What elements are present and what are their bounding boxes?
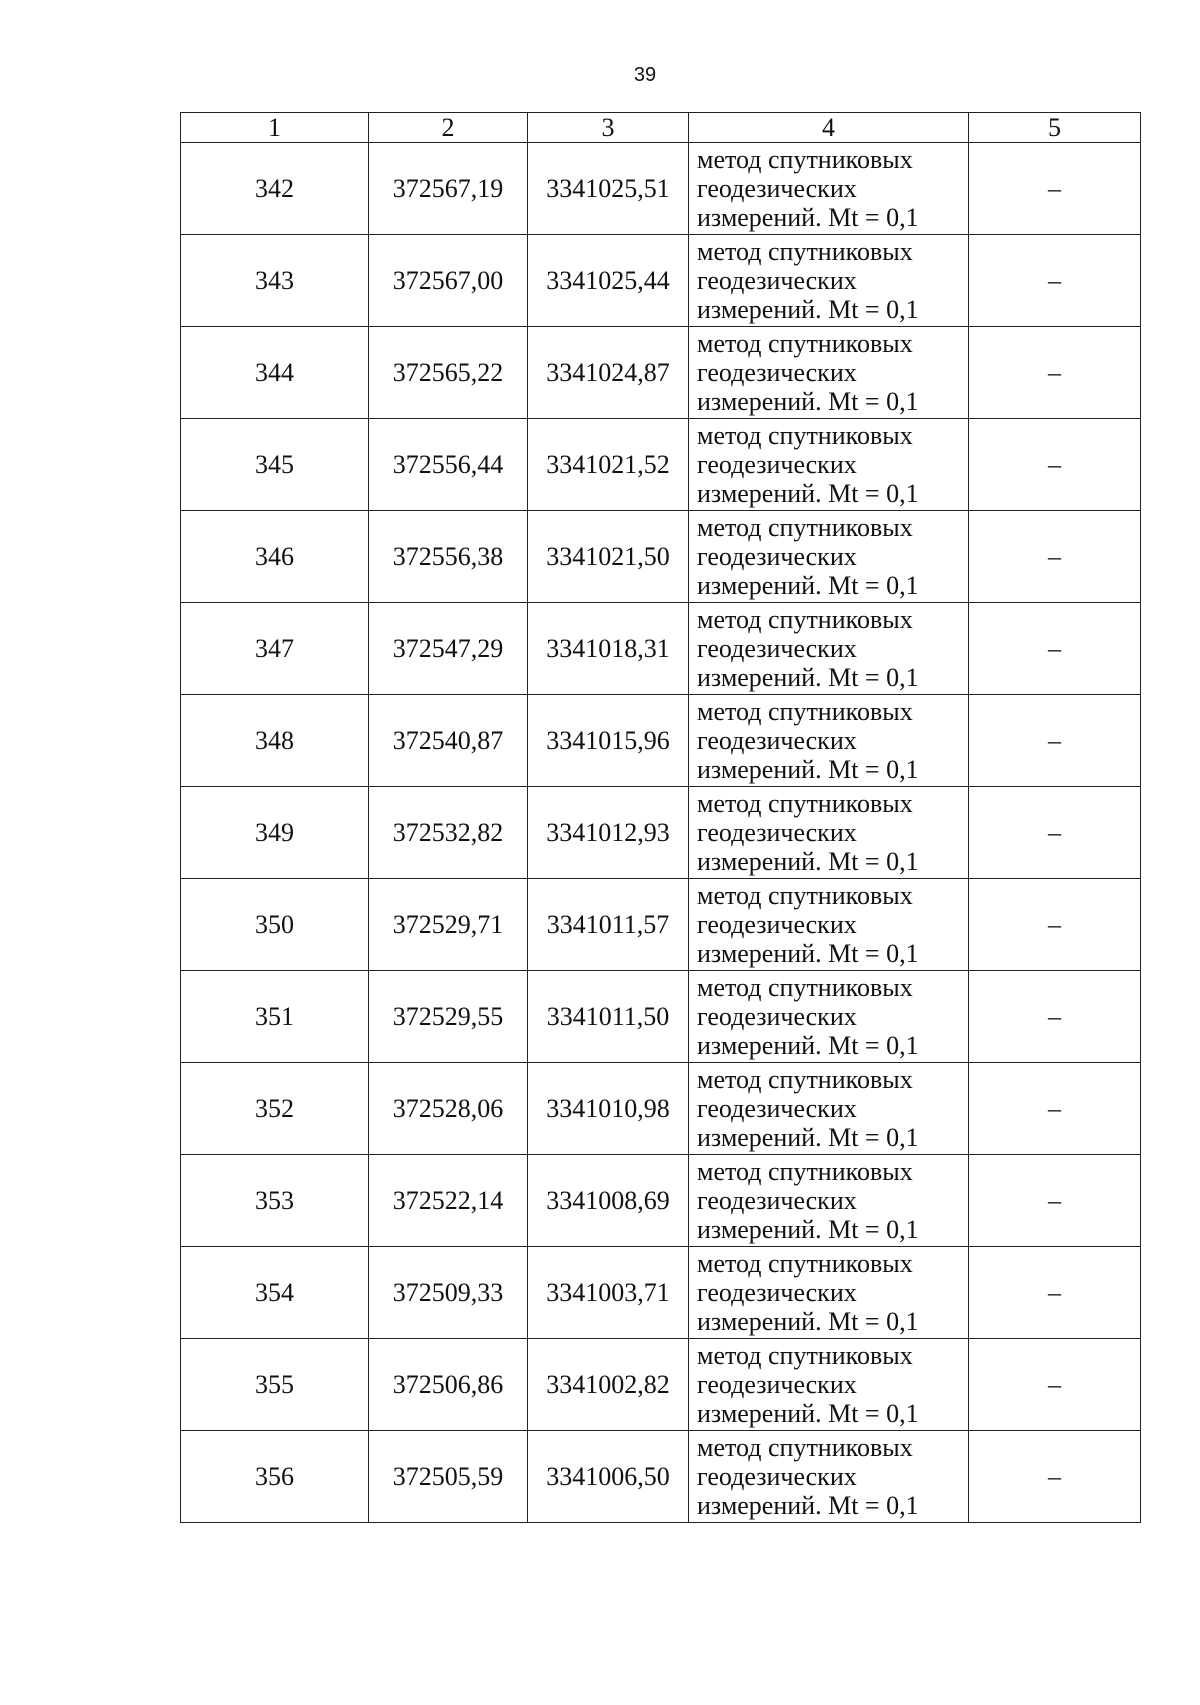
method-line: геодезических xyxy=(697,450,857,479)
column-header-4: 4 xyxy=(689,113,969,143)
point-number-cell: 352 xyxy=(181,1063,369,1155)
table-row xyxy=(181,787,1141,879)
method-line: измерений. Mt = 0,1 xyxy=(697,295,919,324)
x-coordinate-cell: 372529,71 xyxy=(369,879,528,971)
method-line: геодезических xyxy=(697,542,857,571)
method-line: геодезических xyxy=(697,726,857,755)
method-line: метод спутниковых xyxy=(697,329,913,358)
x-coordinate-cell: 372565,22 xyxy=(369,327,528,419)
method-cell xyxy=(689,1247,969,1339)
table-row xyxy=(181,879,1141,971)
method-line: геодезических xyxy=(697,358,857,387)
x-coordinate-cell: 372529,55 xyxy=(369,971,528,1063)
method-line: метод спутниковых xyxy=(697,513,913,542)
method-cell xyxy=(689,879,969,971)
method-line: геодезических xyxy=(697,634,857,663)
note-cell: – xyxy=(969,1431,1141,1523)
x-coordinate-cell: 372556,44 xyxy=(369,419,528,511)
method-line: измерений. Mt = 0,1 xyxy=(697,847,919,876)
method-cell xyxy=(689,787,969,879)
note-cell: – xyxy=(969,879,1141,971)
note-cell: – xyxy=(969,695,1141,787)
method-line: измерений. Mt = 0,1 xyxy=(697,755,919,784)
point-number-cell: 350 xyxy=(181,879,369,971)
method-line: метод спутниковых xyxy=(697,1157,913,1186)
method-cell xyxy=(689,971,969,1063)
method-line: геодезических xyxy=(697,1002,857,1031)
y-coordinate-cell: 3341024,87 xyxy=(528,327,689,419)
point-number-cell: 344 xyxy=(181,327,369,419)
table-row xyxy=(181,1063,1141,1155)
y-coordinate-cell: 3341015,96 xyxy=(528,695,689,787)
column-header-3: 3 xyxy=(528,113,689,143)
method-line: метод спутниковых xyxy=(697,789,913,818)
method-line: метод спутниковых xyxy=(697,145,913,174)
table-row xyxy=(181,143,1141,235)
table-row xyxy=(181,235,1141,327)
table-row xyxy=(181,1431,1141,1523)
point-number-cell: 347 xyxy=(181,603,369,695)
point-number-cell: 343 xyxy=(181,235,369,327)
method-cell xyxy=(689,511,969,603)
note-cell: – xyxy=(969,1247,1141,1339)
method-line: измерений. Mt = 0,1 xyxy=(697,203,919,232)
method-line: метод спутниковых xyxy=(697,1065,913,1094)
method-cell xyxy=(689,327,969,419)
x-coordinate-cell: 372528,06 xyxy=(369,1063,528,1155)
y-coordinate-cell: 3341011,57 xyxy=(528,879,689,971)
method-cell xyxy=(689,1155,969,1247)
table-row xyxy=(181,695,1141,787)
table-body xyxy=(181,143,1141,1523)
method-line: геодезических xyxy=(697,910,857,939)
method-line: геодезических xyxy=(697,174,857,203)
point-number-cell: 355 xyxy=(181,1339,369,1431)
method-line: измерений. Mt = 0,1 xyxy=(697,1215,919,1244)
method-line: геодезических xyxy=(697,1462,857,1491)
y-coordinate-cell: 3341010,98 xyxy=(528,1063,689,1155)
y-coordinate-cell: 3341003,71 xyxy=(528,1247,689,1339)
method-line: метод спутниковых xyxy=(697,605,913,634)
method-line: геодезических xyxy=(697,1278,857,1307)
point-number-cell: 351 xyxy=(181,971,369,1063)
page-number: 39 xyxy=(633,64,657,86)
point-number-cell: 345 xyxy=(181,419,369,511)
note-cell: – xyxy=(969,787,1141,879)
method-cell xyxy=(689,235,969,327)
x-coordinate-cell: 372522,14 xyxy=(369,1155,528,1247)
method-cell xyxy=(689,1431,969,1523)
method-line: измерений. Mt = 0,1 xyxy=(697,1491,919,1520)
y-coordinate-cell: 3341011,50 xyxy=(528,971,689,1063)
y-coordinate-cell: 3341021,50 xyxy=(528,511,689,603)
y-coordinate-cell: 3341025,44 xyxy=(528,235,689,327)
note-cell: – xyxy=(969,327,1141,419)
table-row xyxy=(181,1155,1141,1247)
table-row xyxy=(181,603,1141,695)
table-row xyxy=(181,1247,1141,1339)
method-line: измерений. Mt = 0,1 xyxy=(697,1123,919,1152)
method-line: метод спутниковых xyxy=(697,881,913,910)
x-coordinate-cell: 372506,86 xyxy=(369,1339,528,1431)
method-cell xyxy=(689,419,969,511)
coordinates-table xyxy=(180,112,1141,1523)
method-line: метод спутниковых xyxy=(697,697,913,726)
point-number-cell: 354 xyxy=(181,1247,369,1339)
header-row xyxy=(181,113,1141,143)
method-line: геодезических xyxy=(697,818,857,847)
method-cell xyxy=(689,143,969,235)
note-cell: – xyxy=(969,603,1141,695)
y-coordinate-cell: 3341025,51 xyxy=(528,143,689,235)
column-header-5: 5 xyxy=(969,113,1141,143)
method-line: измерений. Mt = 0,1 xyxy=(697,571,919,600)
note-cell: – xyxy=(969,971,1141,1063)
point-number-cell: 346 xyxy=(181,511,369,603)
method-line: метод спутниковых xyxy=(697,1433,913,1462)
method-cell xyxy=(689,1063,969,1155)
method-line: измерений. Mt = 0,1 xyxy=(697,663,919,692)
column-header-1: 1 xyxy=(181,113,369,143)
y-coordinate-cell: 3341006,50 xyxy=(528,1431,689,1523)
method-line: измерений. Mt = 0,1 xyxy=(697,1031,919,1060)
method-cell xyxy=(689,695,969,787)
point-number-cell: 349 xyxy=(181,787,369,879)
note-cell: – xyxy=(969,1155,1141,1247)
x-coordinate-cell: 372540,87 xyxy=(369,695,528,787)
note-cell: – xyxy=(969,1063,1141,1155)
note-cell: – xyxy=(969,419,1141,511)
table-row xyxy=(181,327,1141,419)
x-coordinate-cell: 372556,38 xyxy=(369,511,528,603)
method-line: метод спутниковых xyxy=(697,237,913,266)
method-line: измерений. Mt = 0,1 xyxy=(697,939,919,968)
note-cell: – xyxy=(969,143,1141,235)
x-coordinate-cell: 372532,82 xyxy=(369,787,528,879)
method-line: измерений. Mt = 0,1 xyxy=(697,1307,919,1336)
table-row xyxy=(181,971,1141,1063)
method-line: метод спутниковых xyxy=(697,973,913,1002)
note-cell: – xyxy=(969,235,1141,327)
method-line: геодезических xyxy=(697,266,857,295)
table-row xyxy=(181,511,1141,603)
point-number-cell: 353 xyxy=(181,1155,369,1247)
method-line: геодезических xyxy=(697,1186,857,1215)
point-number-cell: 356 xyxy=(181,1431,369,1523)
note-cell: – xyxy=(969,511,1141,603)
y-coordinate-cell: 3341018,31 xyxy=(528,603,689,695)
method-line: измерений. Mt = 0,1 xyxy=(697,387,919,416)
method-line: метод спутниковых xyxy=(697,421,913,450)
x-coordinate-cell: 372505,59 xyxy=(369,1431,528,1523)
point-number-cell: 342 xyxy=(181,143,369,235)
method-cell xyxy=(689,603,969,695)
method-line: измерений. Mt = 0,1 xyxy=(697,1399,919,1428)
method-line: метод спутниковых xyxy=(697,1249,913,1278)
x-coordinate-cell: 372567,00 xyxy=(369,235,528,327)
method-line: метод спутниковых xyxy=(697,1341,913,1370)
y-coordinate-cell: 3341002,82 xyxy=(528,1339,689,1431)
x-coordinate-cell: 372547,29 xyxy=(369,603,528,695)
x-coordinate-cell: 372567,19 xyxy=(369,143,528,235)
point-number-cell: 348 xyxy=(181,695,369,787)
method-line: измерений. Mt = 0,1 xyxy=(697,479,919,508)
method-line: геодезических xyxy=(697,1370,857,1399)
method-line: геодезических xyxy=(697,1094,857,1123)
method-cell xyxy=(689,1339,969,1431)
x-coordinate-cell: 372509,33 xyxy=(369,1247,528,1339)
y-coordinate-cell: 3341012,93 xyxy=(528,787,689,879)
y-coordinate-cell: 3341021,52 xyxy=(528,419,689,511)
table-row xyxy=(181,1339,1141,1431)
note-cell: – xyxy=(969,1339,1141,1431)
table-row xyxy=(181,419,1141,511)
y-coordinate-cell: 3341008,69 xyxy=(528,1155,689,1247)
column-header-2: 2 xyxy=(369,113,528,143)
